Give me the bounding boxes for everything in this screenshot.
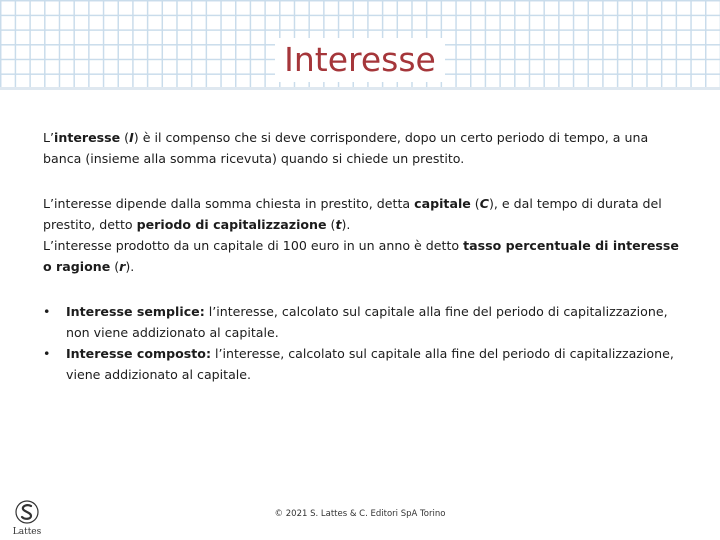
text-segment: ). [125, 259, 135, 274]
bullet-item-composto [43, 343, 683, 385]
text-segment: L’interesse prodotto da un capitale di 100 euro in un anno è detto [43, 238, 464, 253]
text-segment: ), e dal tempo di durata del prestito, detto [43, 196, 662, 232]
text-segment: ( [110, 259, 120, 274]
paragraph-definition [43, 127, 683, 169]
bold-term: capitale [414, 196, 471, 211]
bold-term: Interesse composto: [66, 346, 211, 361]
text-segment: ) è il compenso che si deve corrispondere, dopo un certo periodo di tempo, a una banca (insieme alla somma ricevuta) quando si chiede un prestito. [43, 130, 649, 166]
paragraph-tasso [43, 235, 683, 277]
bullet-item-semplice [43, 301, 683, 343]
slide-title: Interesse [284, 40, 436, 79]
bullet-icon: • [43, 346, 51, 361]
bold-term: periodo di capitalizzazione [136, 217, 327, 232]
footer-copyright: © 2021 S. Lattes & C. Editori SpA Torino [274, 509, 446, 519]
bullet-list [43, 301, 683, 385]
bold-symbol: t [335, 217, 342, 232]
bullet-icon: • [43, 304, 51, 319]
bullet-text: l’interesse, calcolato sul capitale alla fine del periodo di capitalizzazione, viene addizionato al capitale. [66, 346, 674, 382]
bold-term: tasso percentuale di interesse o ragione [43, 238, 679, 274]
bold-symbol: r [119, 259, 126, 274]
bold-term: interesse [54, 130, 121, 145]
text-segment: ( [120, 130, 130, 145]
bullet-text: l’interesse, calcolato sul capitale alla fine del periodo di capitalizzazione, non viene addizionato al capitale. [66, 304, 668, 340]
text-segment: ( [326, 217, 336, 232]
text-segment: L’interesse dipende dalla somma chiesta in prestito, detta [43, 196, 415, 211]
logo-text: Lattes [12, 527, 42, 537]
bold-symbol: I [129, 130, 134, 145]
paragraph-capitale [43, 193, 683, 235]
slide-content [43, 127, 683, 385]
bold-term: Interesse semplice: [66, 304, 205, 319]
text-segment: ( [470, 196, 480, 211]
bold-symbol: C [479, 196, 489, 211]
text-segment: ). [341, 217, 351, 232]
text-segment: L’ [43, 130, 55, 145]
